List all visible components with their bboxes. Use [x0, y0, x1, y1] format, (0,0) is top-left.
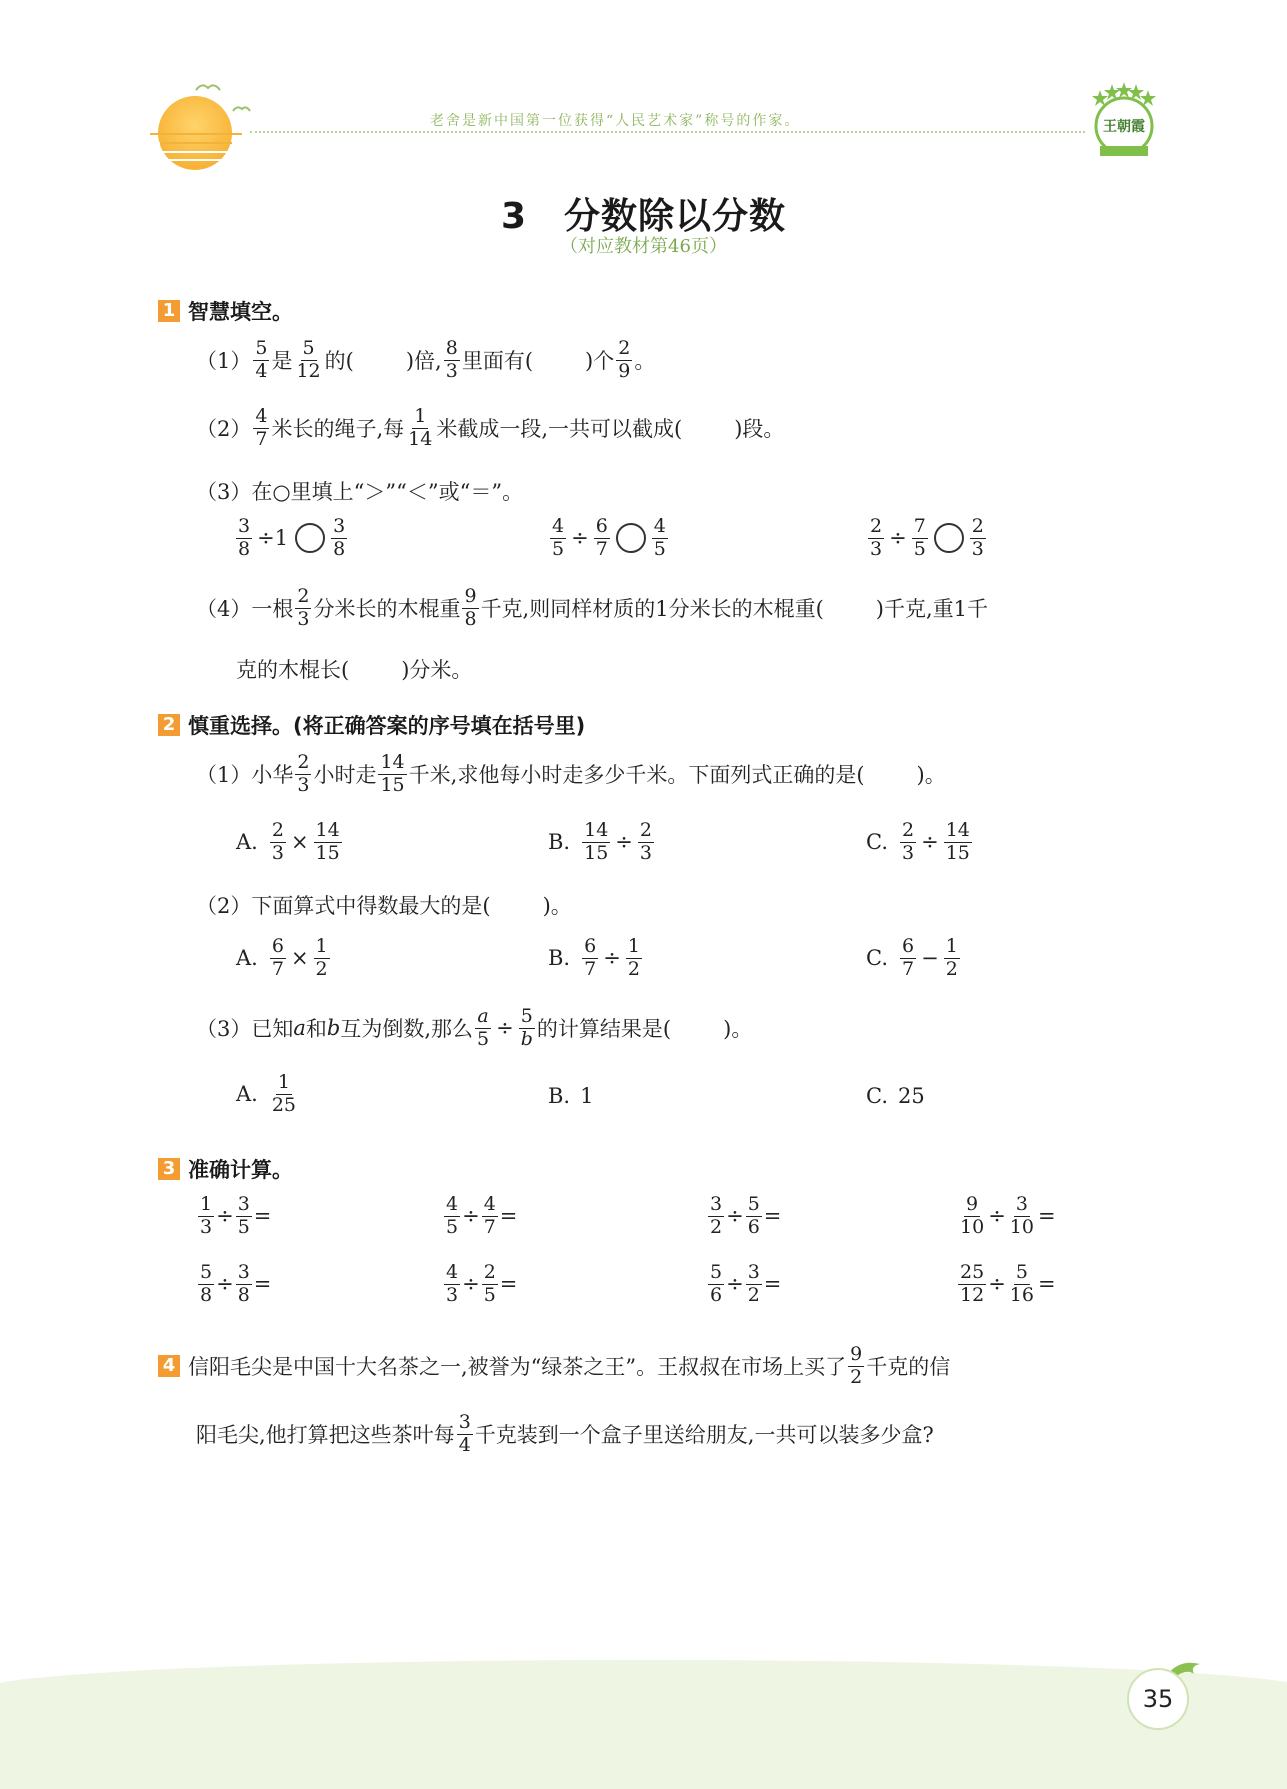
- s1-q3-compare-c: $\frac{2}{3}$ ÷ $\frac{7}{5}$ $\frac{2}{3}$: [870, 515, 984, 560]
- s2-q1-option-b[interactable]: B. $\frac{14}{15}$ ÷ $\frac{2}{3}$: [548, 819, 652, 864]
- compare-circle[interactable]: [616, 523, 646, 553]
- s4-problem-line1: 4 信阳毛尖是中国十大名茶之一,被誉为“绿茶之王”。王叔叔在市场上买了 $\frac{9}{2}$ 千克的信: [158, 1344, 950, 1389]
- header-rule: [250, 131, 1085, 133]
- section-title: 智慧填空。: [188, 300, 293, 324]
- s1-question-4-line2: 克的木棍长( )分米。: [236, 658, 473, 682]
- bird-icon: [232, 104, 252, 114]
- s2-q2-option-a[interactable]: A. $\frac{6}{7}$ × $\frac{1}{2}$: [236, 935, 328, 980]
- section-number: 1: [158, 300, 180, 322]
- compare-circle[interactable]: [934, 523, 964, 553]
- page-title: 3 分数除以分数: [500, 196, 787, 237]
- sun-reflection-line: [150, 133, 242, 135]
- s2-q2-option-c[interactable]: C. $\frac{6}{7}$ − $\frac{1}{2}$: [866, 935, 958, 980]
- compare-circle[interactable]: [295, 523, 325, 553]
- footer-background: [0, 1692, 1287, 1789]
- calc-item: $\frac{1}{3}$ ÷ $\frac{3}{5}$ =: [200, 1193, 272, 1238]
- s2-q2-option-b[interactable]: B. $\frac{6}{7}$ ÷ $\frac{1}{2}$: [548, 935, 640, 980]
- section-number: 4: [158, 1355, 180, 1377]
- section-title: 慎重选择。(将正确答案的序号填在括号里): [188, 714, 586, 738]
- section-1-header: [158, 296, 293, 326]
- s1-q3-compare-a: $\frac{3}{8}$ ÷1 $\frac{3}{8}$: [238, 515, 346, 560]
- calc-item: $\frac{5}{8}$ ÷ $\frac{3}{8}$ =: [200, 1261, 272, 1306]
- s1-q3-compare-b: $\frac{4}{5}$ ÷ $\frac{6}{7}$ $\frac{4}{5}$: [552, 515, 666, 560]
- header-quote: 老舍是新中国第一位获得“人民艺术家”称号的作家。: [430, 113, 801, 129]
- s2-question-1: （1）小华 $\frac{2}{3}$ 小时走 $\frac{14}{15}$ 千米,求他每小时走多少千米。下面列式正确的是( )。: [196, 751, 946, 796]
- s1-question-4: （4）一根 $\frac{2}{3}$ 分米长的木棍重 $\frac{9}{8}$ 千克,则同样材质的1分米长的木棍重( )千克,重1千: [196, 585, 989, 630]
- s1-question-3: （3）在○里填上“＞”“＜”或“＝”。: [196, 480, 524, 504]
- s2-q1-option-c[interactable]: C. $\frac{2}{3}$ ÷ $\frac{14}{15}$: [866, 819, 970, 864]
- s2-q3-option-a[interactable]: A. $\frac{1}{25}$: [236, 1071, 297, 1116]
- s2-question-3: （3）已知 a 和 b 互为倒数,那么 $\frac{a}{5}$ ÷ $\frac{5}{b}$ 的计算结果是( )。: [196, 1005, 753, 1050]
- section-2-header: [158, 710, 585, 740]
- s2-q3-option-b[interactable]: B. 1: [548, 1084, 594, 1108]
- calc-item: $\frac{5}{6}$ ÷ $\frac{3}{2}$ =: [710, 1261, 782, 1306]
- calc-item: $\frac{25}{12}$ ÷ $\frac{5}{16}$ =: [960, 1261, 1056, 1306]
- calc-item: $\frac{4}{5}$ ÷ $\frac{4}{7}$ =: [446, 1193, 518, 1238]
- section-title: 准确计算。: [188, 1158, 293, 1182]
- section-number: 3: [158, 1158, 180, 1180]
- s2-q1-option-a[interactable]: A. $\frac{2}{3}$ × $\frac{14}{15}$: [236, 819, 340, 864]
- calc-item: $\frac{9}{10}$ ÷ $\frac{3}{10}$ =: [960, 1193, 1056, 1238]
- s2-q3-option-c[interactable]: C. 25: [866, 1084, 925, 1108]
- page-number: 35: [1127, 1668, 1189, 1730]
- badge-text: 王朝霞: [1103, 119, 1145, 135]
- s4-problem-line2: 阳毛尖,他打算把这些茶叶每 $\frac{3}{4}$ 千克装到一个盒子里送给朋友,一共可以装多少盒?: [196, 1411, 934, 1456]
- calc-item: $\frac{3}{2}$ ÷ $\frac{5}{6}$ =: [710, 1193, 782, 1238]
- calc-item: $\frac{4}{3}$ ÷ $\frac{2}{5}$ =: [446, 1261, 518, 1306]
- bird-icon: [194, 80, 224, 94]
- sun-reflection-line: [160, 142, 232, 144]
- page-subtitle: （对应教材第46页）: [560, 236, 727, 257]
- s2-question-2: （2）下面算式中得数最大的是( )。: [196, 894, 572, 918]
- author-badge: [1086, 80, 1162, 164]
- section-3-header: [158, 1154, 293, 1184]
- s1-question-1: （1） $\frac{5}{4}$ 是 $\frac{5}{12}$ 的( )倍, $\frac{8}{3}$ 里面有( )个 $\frac{2}{9}$ 。: [196, 337, 656, 382]
- section-number: 2: [158, 714, 180, 736]
- s1-question-2: （2） $\frac{4}{7}$ 米长的绳子,每 $\frac{1}{14}$ 米截成一段,一共可以截成( )段。: [196, 405, 785, 450]
